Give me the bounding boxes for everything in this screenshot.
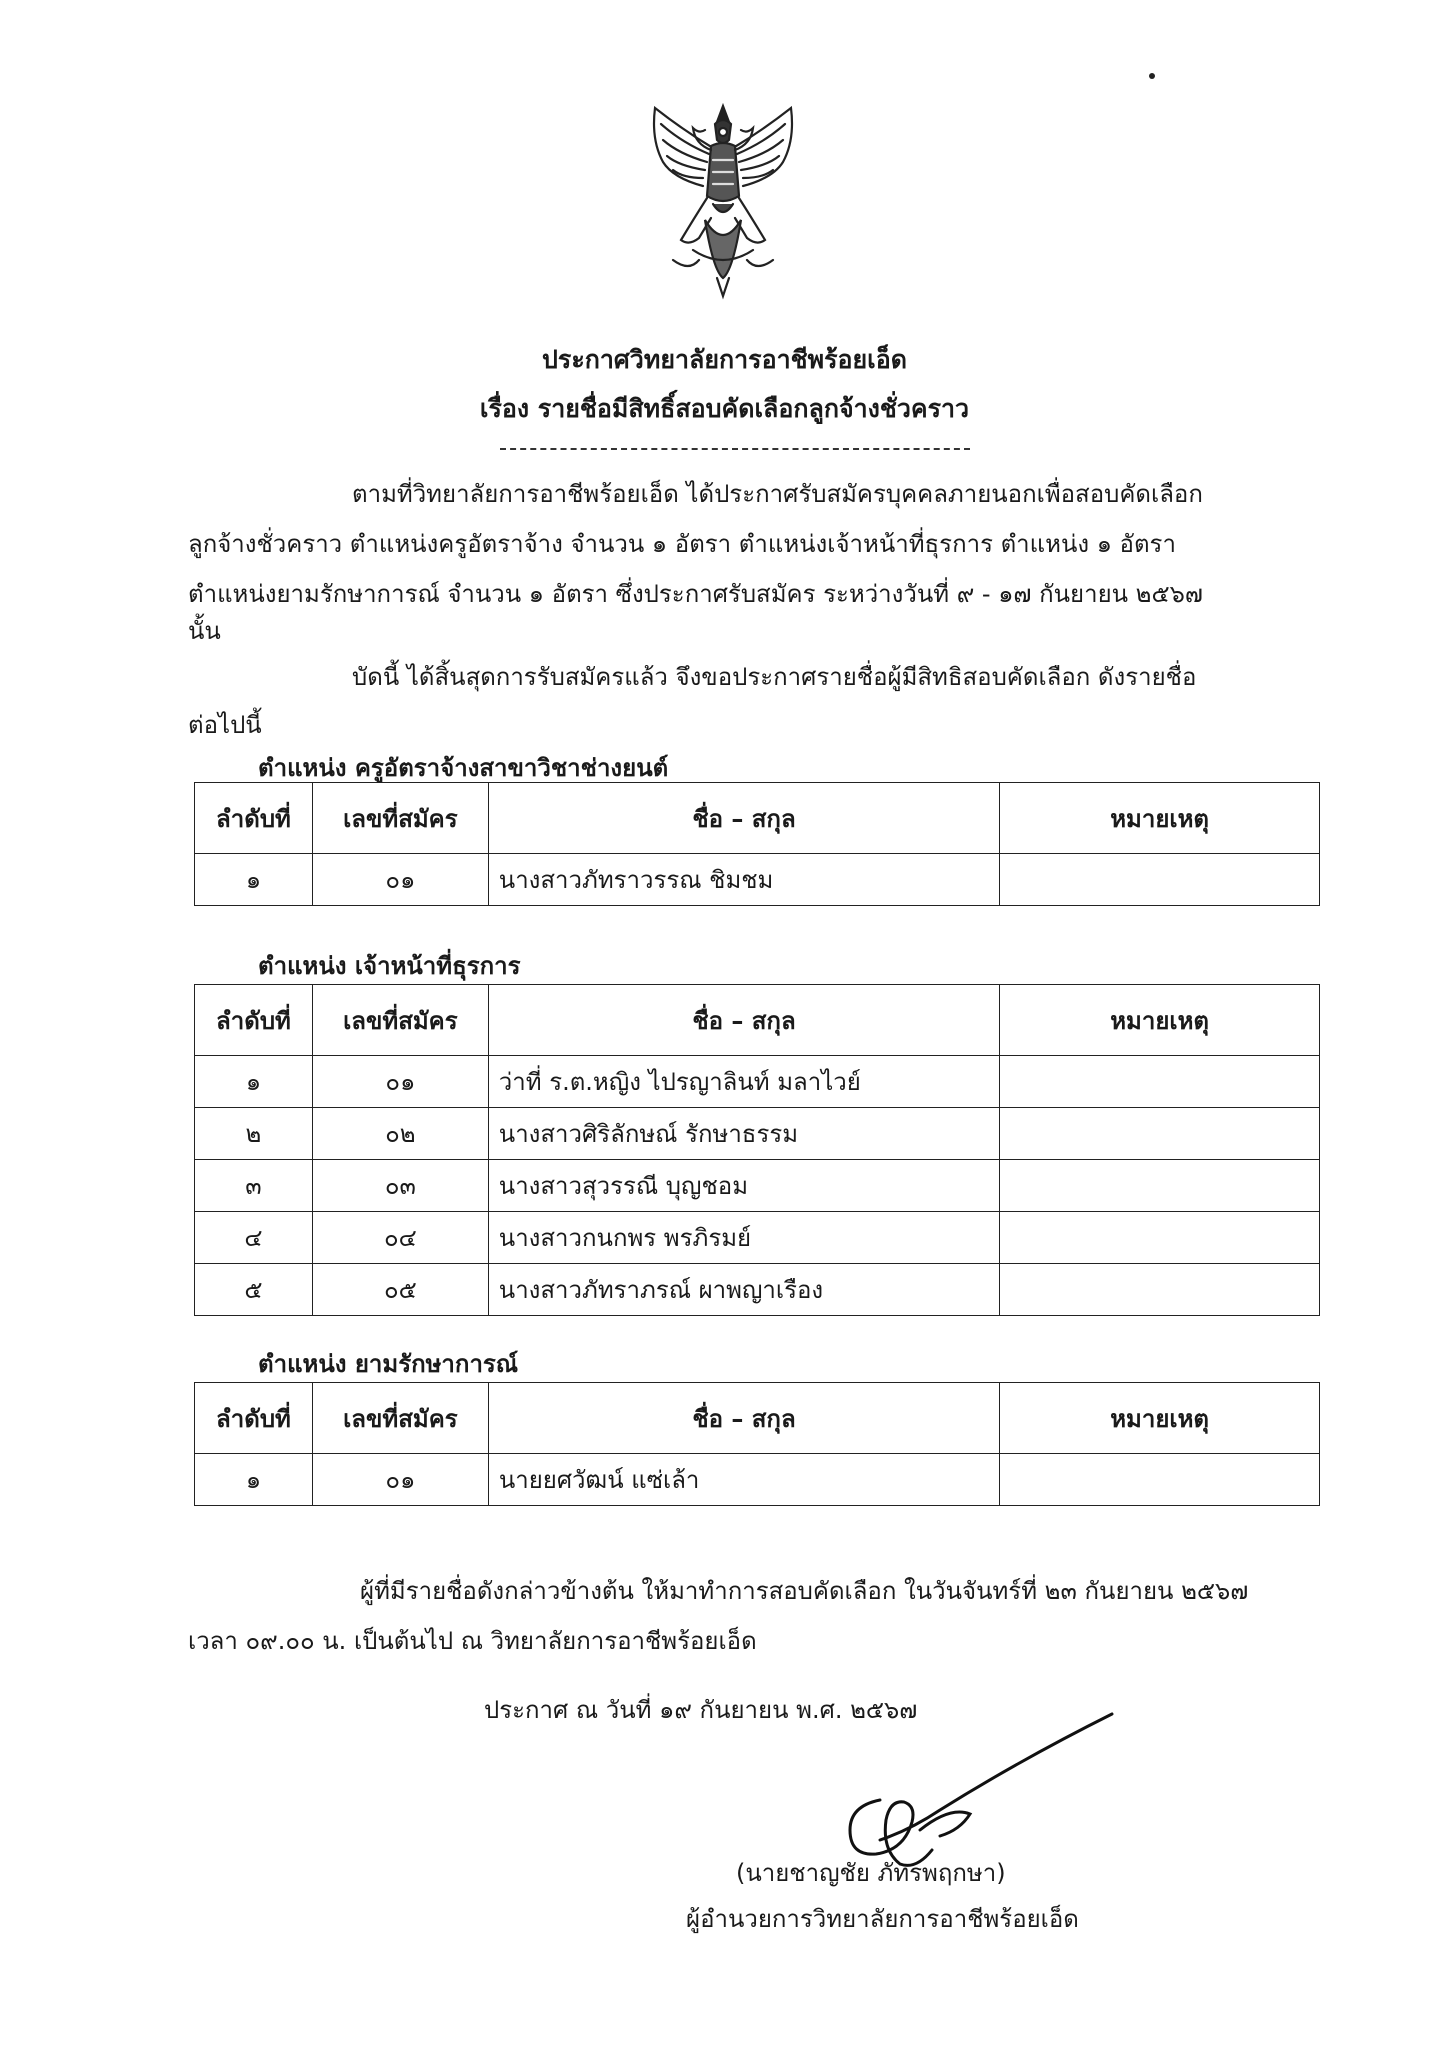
table-teacher <box>194 782 1320 906</box>
cell-order: ๑ <box>195 1056 313 1108</box>
table-row <box>195 1056 1320 1108</box>
table-header-row <box>195 1383 1320 1454</box>
header-app-no: เลขที่สมัคร <box>312 783 488 854</box>
announce-date: ประกาศ ณ วันที่ ๑๙ กันยายน พ.ศ. ๒๕๖๗ <box>484 1696 918 1724</box>
ink-speck <box>1149 73 1155 79</box>
cell-remark <box>1000 1160 1320 1212</box>
cell-app-no: ๐๓ <box>312 1160 488 1212</box>
garuda-emblem-icon <box>633 100 813 300</box>
cell-remark <box>1000 1108 1320 1160</box>
cell-order: ๑ <box>195 854 313 906</box>
cell-app-no: ๐๒ <box>312 1108 488 1160</box>
header-remark: หมายเหตุ <box>1000 783 1320 854</box>
closing-line-1: ผู้ที่มีรายชื่อดังกล่าวข้างต้น ให้มาทำการสอบคัดเลือก ในวันจันทร์ที่ ๒๓ กันยายน ๒๕๖๗ <box>360 1577 1249 1605</box>
cell-app-no: ๐๑ <box>312 1454 488 1506</box>
intro-line-1: ตามที่วิทยาลัยการอาชีพร้อยเอ็ด ได้ประกาศรับสมัครบุคคลภายนอกเพื่อสอบคัดเลือก <box>352 480 1203 508</box>
document-title: ประกาศวิทยาลัยการอาชีพร้อยเอ็ด <box>542 345 907 374</box>
table-row <box>195 1454 1320 1506</box>
table-header-row <box>195 985 1320 1056</box>
header-order: ลำดับที่ <box>195 783 313 854</box>
intro-line-6: ต่อไปนี้ <box>188 711 262 739</box>
cell-name: ว่าที่ ร.ต.หญิง ไปรญาลินท์ มลาไวย์ <box>488 1056 999 1108</box>
table-guard <box>194 1382 1320 1506</box>
cell-remark <box>1000 1454 1320 1506</box>
table-row <box>195 1160 1320 1212</box>
header-app-no: เลขที่สมัคร <box>312 985 488 1056</box>
header-name: ชื่อ – สกุล <box>488 1383 999 1454</box>
header-order: ลำดับที่ <box>195 985 313 1056</box>
section-title-teacher: ตำแหน่ง ครูอัตราจ้างสาขาวิชาช่างยนต์ <box>258 754 669 782</box>
document-subject: เรื่อง รายชื่อมีสิทธิ์สอบคัดเลือกลูกจ้างชั่วคราว <box>479 394 970 423</box>
cell-name: นายยศวัฒน์ แซ่เล้า <box>488 1454 999 1506</box>
title-divider <box>500 448 970 450</box>
intro-line-3: ตำแหน่งยามรักษาการณ์ จำนวน ๑ อัตรา ซึ่งประกาศรับสมัคร ระหว่างวันที่ ๙ - ๑๗ กันยายน ๒๕๖๗ <box>188 580 1203 608</box>
header-name: ชื่อ – สกุล <box>488 985 999 1056</box>
cell-order: ๕ <box>195 1264 313 1316</box>
header-name: ชื่อ – สกุล <box>488 783 999 854</box>
header-order: ลำดับที่ <box>195 1383 313 1454</box>
closing-line-2: เวลา ๐๙.๐๐ น. เป็นต้นไป ณ วิทยาลัยการอาชีพร้อยเอ็ด <box>188 1627 757 1655</box>
cell-order: ๑ <box>195 1454 313 1506</box>
cell-name: นางสาวศิริลักษณ์ รักษาธรรม <box>488 1108 999 1160</box>
header-app-no: เลขที่สมัคร <box>312 1383 488 1454</box>
intro-line-5: บัดนี้ ได้สิ้นสุดการรับสมัครแล้ว จึงขอประกาศรายชื่อผู้มีสิทธิสอบคัดเลือก ดังรายชื่อ <box>352 663 1197 691</box>
cell-order: ๒ <box>195 1108 313 1160</box>
cell-app-no: ๐๕ <box>312 1264 488 1316</box>
intro-line-4: นั้น <box>188 617 221 645</box>
table-row <box>195 854 1320 906</box>
signatory-position: ผู้อำนวยการวิทยาลัยการอาชีพร้อยเอ็ด <box>686 1905 1079 1933</box>
header-remark: หมายเหตุ <box>1000 1383 1320 1454</box>
cell-app-no: ๐๑ <box>312 854 488 906</box>
section-title-clerk: ตำแหน่ง เจ้าหน้าที่ธุรการ <box>258 952 521 980</box>
cell-order: ๓ <box>195 1160 313 1212</box>
header-remark: หมายเหตุ <box>1000 985 1320 1056</box>
cell-order: ๔ <box>195 1212 313 1264</box>
signatory-name: (นายชาญชัย ภัทรพฤกษา) <box>736 1859 1006 1887</box>
cell-remark <box>1000 1264 1320 1316</box>
table-row <box>195 1264 1320 1316</box>
section-title-guard: ตำแหน่ง ยามรักษาการณ์ <box>258 1350 519 1378</box>
cell-remark <box>1000 1056 1320 1108</box>
table-row <box>195 1108 1320 1160</box>
cell-name: นางสาวสุวรรณี บุญชอม <box>488 1160 999 1212</box>
cell-app-no: ๐๑ <box>312 1056 488 1108</box>
intro-line-2: ลูกจ้างชั่วคราว ตำแหน่งครูอัตราจ้าง จำนวน ๑ อัตรา ตำแหน่งเจ้าหน้าที่ธุรการ ตำแหน่ง ๑ อัตรา <box>188 530 1176 558</box>
cell-app-no: ๐๔ <box>312 1212 488 1264</box>
cell-remark <box>1000 854 1320 906</box>
cell-name: นางสาวภัทราวรรณ ชิมชม <box>488 854 999 906</box>
cell-name: นางสาวกนกพร พรภิรมย์ <box>488 1212 999 1264</box>
cell-remark <box>1000 1212 1320 1264</box>
table-row <box>195 1212 1320 1264</box>
table-clerk <box>194 984 1320 1316</box>
table-header-row <box>195 783 1320 854</box>
cell-name: นางสาวภัทราภรณ์ ผาพญาเรือง <box>488 1264 999 1316</box>
